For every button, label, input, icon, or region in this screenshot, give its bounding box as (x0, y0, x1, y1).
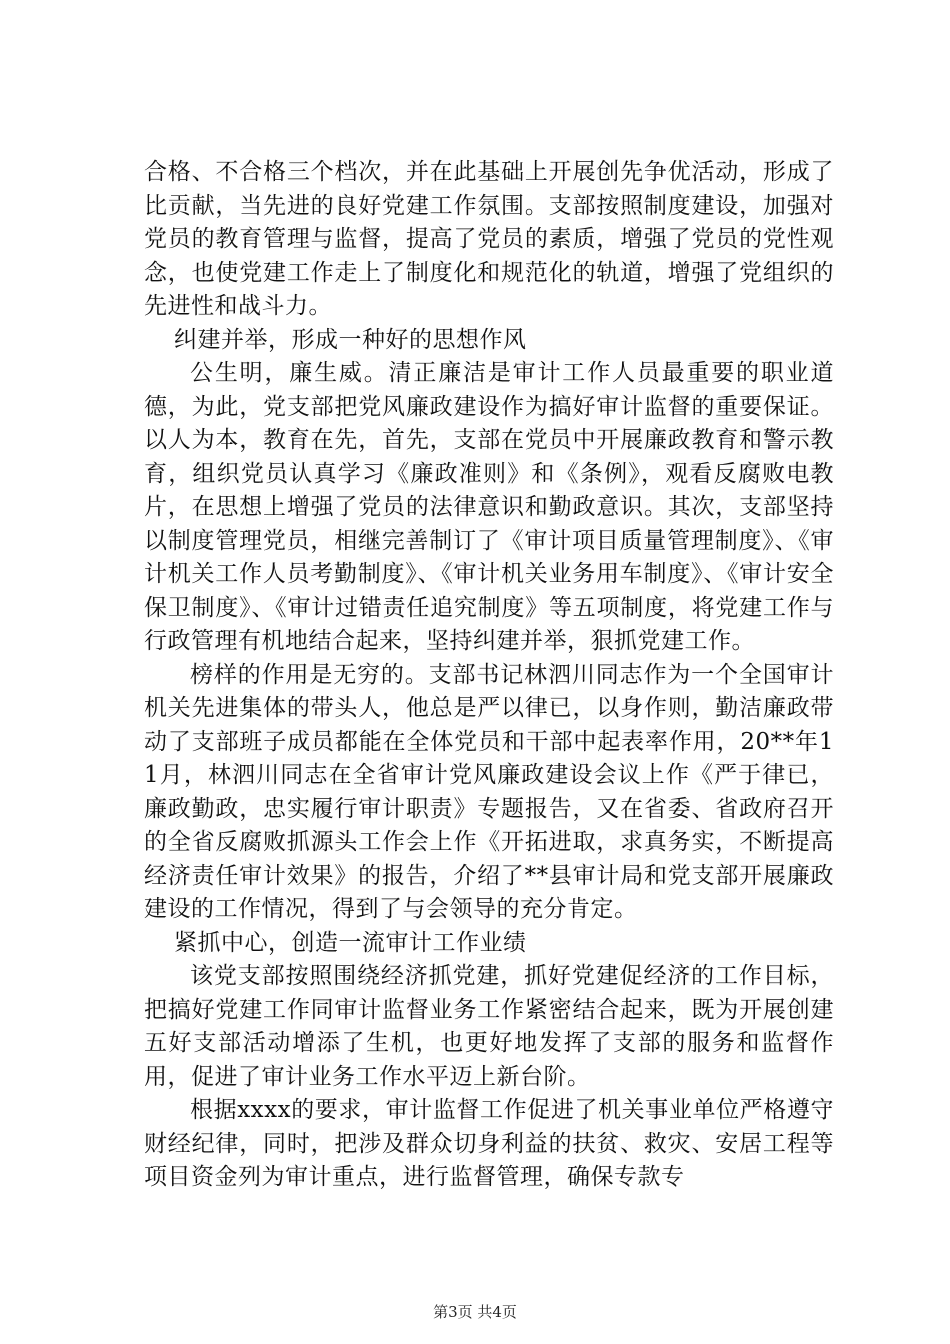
paragraph-1: 合格、不合格三个档次，并在此基础上开展创先争优活动，形成了比贡献，当先进的良好党建工作氛围。支部按照制度建设，加强对党员的教育管理与监督，提高了党员的素质，增强了党员的党性观念，也使党建工作走上了制度化和规范化的轨道，增强了党组织的先进性和战斗力。 (144, 159, 834, 319)
section-heading-2: 紧抓中心，创造一流审计工作业绩 (174, 929, 527, 956)
paragraph-5: 根据xxxx的要求，审计监督工作促进了机关事业单位严格遵守财经纪律，同时，把涉及群众切身利益的扶贫、救灾、安居工程等项目资金列为审计重点，进行监督管理，确保专款专 (144, 1097, 834, 1190)
section-heading-1: 纠建并举，形成一种好的思想作风 (174, 326, 527, 353)
document-body (144, 156, 834, 1195)
page-number-footer: 第3页 共4页 (433, 1303, 517, 1321)
paragraph-4: 该党支部按照围绕经济抓党建，抓好党建促经济的工作目标，把搞好党建工作同审计监督业务工作紧密结合起来，既为开展创建五好支部活动增添了生机，也更好地发挥了支部的服务和监督作用，促进了审计业务工作水平迈上新台阶。 (144, 963, 834, 1090)
paragraph-3: 榜样的作用是无穷的。支部书记林泗川同志作为一个全国审计机关先进集体的带头人，他总是严以律已，以身作则，勤洁廉政带动了支部班子成员都能在全体党员和干部中起表率作用，20**年11月，林泗川同志在全省审计党风廉政建设会议上作《严于律已，廉政勤政，忠实履行审计职责》专题报告，又在省委、省政府召开的全省反腐败抓源头工作会上作《开拓进取，求真务实，不断提高经济责任审计效果》的报告，介绍了**县审计局和党支部开展廉政建设的工作情况，得到了与会领导的充分肯定。 (144, 661, 834, 922)
paragraph-2: 公生明，廉生威。清正廉洁是审计工作人员最重要的职业道德，为此，党支部把党风廉政建设作为搞好审计监督的重要保证。以人为本，教育在先，首先，支部在党员中开展廉政教育和警示教育，组织党员认真学习《廉政准则》和《条例》，观看反腐败电教片，在思想上增强了党员的法律意识和勤政意识。其次，支部坚持以制度管理党员，相继完善制订了《审计项目质量管理制度》、《审计机关工作人员考勤制度》、《审计机关业务用车制度》、《审计安全保卫制度》、《审计过错责任追究制度》等五项制度，将党建工作与行政管理有机地结合起来，坚持纠建并举，狠抓党建工作。 (144, 360, 834, 654)
